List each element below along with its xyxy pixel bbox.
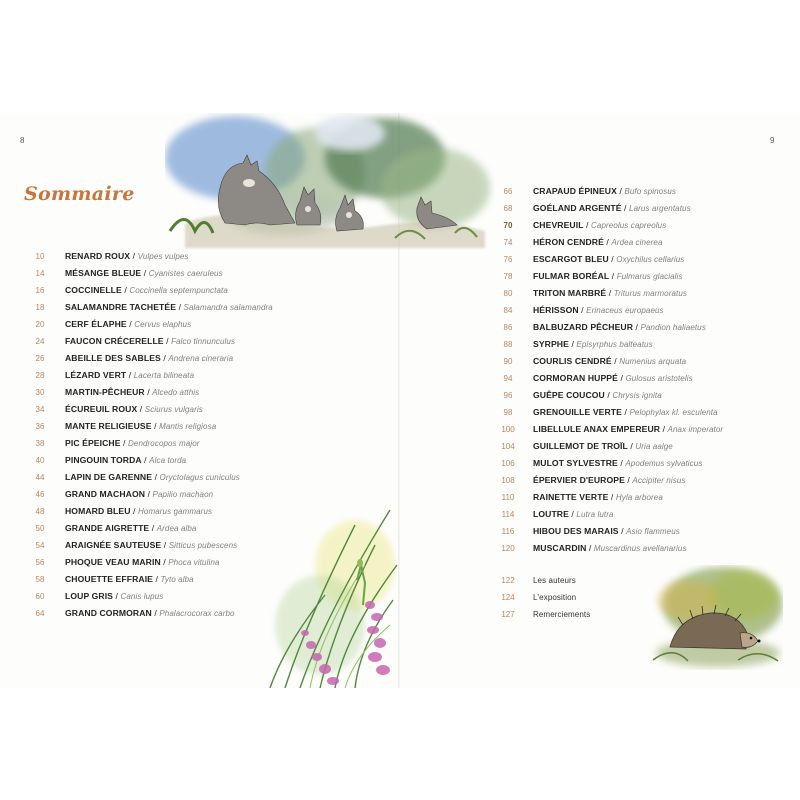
toc-entry-name: CHOUETTE EFFRAIE / Tyto alba xyxy=(65,574,194,584)
toc-entry xyxy=(497,387,797,404)
toc-entry-name: HÉRISSON / Erinaceus europaeus xyxy=(533,305,664,315)
toc-page-number: 40 xyxy=(35,456,45,465)
toc-entry-name: MULOT SYLVESTRE / Apodemus sylvaticus xyxy=(533,458,703,468)
species-latin-name: Alcedo atthis xyxy=(152,388,200,397)
toc-page-number: 88 xyxy=(503,340,513,349)
species-latin-name: Oxychilus cellarius xyxy=(616,255,685,264)
species-common-name: MUSCARDIN xyxy=(533,543,587,553)
toc-page-number: 108 xyxy=(501,476,515,485)
toc-entry xyxy=(29,452,394,469)
toc-entry-name: SYRPHE / Episyrphus balteatus xyxy=(533,339,653,349)
toc-entry-name: ABEILLE DES SABLES / Andrena cineraria xyxy=(65,353,234,363)
page-title: Sommaire xyxy=(24,183,135,205)
toc-entry-name xyxy=(533,572,576,589)
toc-page-number: 98 xyxy=(503,408,513,417)
toc-entry xyxy=(497,404,797,421)
species-latin-name: Tyto alba xyxy=(160,575,194,584)
species-latin-name: Cyanistes caeruleus xyxy=(148,269,223,278)
species-common-name: MÉSANGE BLEUE xyxy=(65,268,142,278)
species-latin-name: Episyrphus balteatus xyxy=(576,340,653,349)
toc-page-number: 54 xyxy=(35,541,45,550)
toc-page-number: 24 xyxy=(35,337,45,346)
toc-entry-name: CRAPAUD ÉPINEUX / Bufo spinosus xyxy=(533,186,676,196)
toc-entry-name: CHEVREUIL / Capreolus capreolus xyxy=(533,220,667,230)
toc-page-number: 94 xyxy=(503,374,513,383)
toc-entry xyxy=(497,370,797,387)
species-common-name: MARTIN-PÊCHEUR xyxy=(65,387,145,397)
toc-entry xyxy=(497,217,797,234)
toc-entry xyxy=(497,234,797,251)
species-common-name: SYRPHE xyxy=(533,339,569,349)
toc-entry xyxy=(29,265,394,282)
toc-page-number: 100 xyxy=(501,425,515,434)
toc-entry-name: LOUP GRIS / Canis lupus xyxy=(65,591,164,601)
toc-entry-name: MARTIN-PÊCHEUR / Alcedo atthis xyxy=(65,387,200,397)
toc-entry-name: GRAND CORMORAN / Phalacrocorax carbo xyxy=(65,608,235,618)
toc-page-number: 80 xyxy=(503,289,513,298)
toc-page-number: 127 xyxy=(501,610,515,619)
species-common-name: PINGOUIN TORDA xyxy=(65,455,142,465)
species-latin-name: Phalacrocorax carbo xyxy=(159,609,235,618)
species-latin-name: Ardea alba xyxy=(156,524,197,533)
toc-entry xyxy=(29,384,394,401)
toc-page-number: 16 xyxy=(35,286,45,295)
back-matter-title: Les auteurs xyxy=(533,576,576,585)
species-latin-name: Sitticus pubescens xyxy=(168,541,238,550)
toc-entry-name: MANTE RELIGIEUSE / Mantis religiosa xyxy=(65,421,217,431)
toc-entry xyxy=(497,285,797,302)
toc-entry-name: LÉZARD VERT / Lacerta bilineata xyxy=(65,370,195,380)
species-latin-name: Gulosus aristotelis xyxy=(625,374,693,383)
species-latin-name: Homarus gammarus xyxy=(138,507,213,516)
species-common-name: FAUCON CRÉCERELLE xyxy=(65,336,164,346)
toc-page-number: 28 xyxy=(35,371,45,380)
species-common-name: GUILLEMOT DE TROÏL xyxy=(533,441,628,451)
species-common-name: PIC ÉPEICHE xyxy=(65,438,121,448)
species-common-name: HÉRISSON xyxy=(533,305,579,315)
toc-entry xyxy=(29,333,394,350)
species-common-name: LÉZARD VERT xyxy=(65,370,127,380)
toc-page-number: 26 xyxy=(35,354,45,363)
toc-entry-name: LOUTRE / Lutra lutra xyxy=(533,509,614,519)
species-common-name: LAPIN DE GARENNE xyxy=(65,472,153,482)
species-latin-name: Lacerta bilineata xyxy=(133,371,195,380)
toc-entry xyxy=(497,200,797,217)
species-common-name: GOÉLAND ARGENTÉ xyxy=(533,203,622,213)
toc-page-number: 116 xyxy=(501,527,515,536)
species-latin-name: Apodemus sylvaticus xyxy=(625,459,703,468)
toc-entry-name: BALBUZARD PÊCHEUR / Pandion haliaetus xyxy=(533,322,706,332)
toc-entry xyxy=(497,438,797,455)
toc-entry-name: GRENOUILLE VERTE / Pelophylax kl. esculenta xyxy=(533,407,718,417)
toc-entry-name: TRITON MARBRÉ / Triturus marmoratus xyxy=(533,288,688,298)
toc-entry xyxy=(29,316,394,333)
toc-page-number: 18 xyxy=(35,303,45,312)
toc-entry xyxy=(29,469,394,486)
species-latin-name: Andrena cineraria xyxy=(168,354,234,363)
species-latin-name: Accipiter nisus xyxy=(632,476,686,485)
toc-entry-name: ÉPERVIER D'EUROPE / Accipiter nisus xyxy=(533,475,686,485)
toc-entry xyxy=(29,435,394,452)
toc-page-number: 48 xyxy=(35,507,45,516)
species-latin-name: Uria aalge xyxy=(635,442,673,451)
species-common-name: GRAND MACHAON xyxy=(65,489,146,499)
species-latin-name: Cervus elaphus xyxy=(134,320,192,329)
toc-entry-name: CORMORAN HUPPÉ / Gulosus aristotelis xyxy=(533,373,693,383)
species-common-name: HIBOU DES MARAIS xyxy=(533,526,619,536)
species-latin-name: Capreolus capreolus xyxy=(591,221,667,230)
species-latin-name: Vulpes vulpes xyxy=(137,252,189,261)
toc-entry-name: COURLIS CENDRÉ / Numenius arquata xyxy=(533,356,687,366)
species-common-name: HOMARD BLEU xyxy=(65,506,131,516)
toc-entry-name: GRANDE AIGRETTE / Ardea alba xyxy=(65,523,197,533)
species-latin-name: Anax imperator xyxy=(667,425,724,434)
toc-entry xyxy=(497,353,797,370)
toc-page-number: 64 xyxy=(35,609,45,618)
species-common-name: PHOQUE VEAU MARIN xyxy=(65,557,161,567)
toc-entry xyxy=(497,183,797,200)
species-latin-name: Pandion haliaetus xyxy=(640,323,706,332)
toc-page-number: 104 xyxy=(501,442,515,451)
species-common-name: CHEVREUIL xyxy=(533,220,584,230)
species-common-name: CORMORAN HUPPÉ xyxy=(533,373,618,383)
toc-entry-name: MUSCARDIN / Muscardinus avellanarius xyxy=(533,543,687,553)
toc-entry xyxy=(497,455,797,472)
toc-page-number: 34 xyxy=(35,405,45,414)
species-common-name: RENARD ROUX xyxy=(65,251,131,261)
toc-entry-name: GUÊPE COUCOU / Chrysis ignita xyxy=(533,390,662,400)
toc-page-number: 76 xyxy=(503,255,513,264)
toc-page-number: 122 xyxy=(501,576,515,585)
species-latin-name: Muscardinus avellanarius xyxy=(593,544,687,553)
toc-page-number: 124 xyxy=(501,593,515,602)
species-latin-name: Dendrocopos major xyxy=(128,439,200,448)
right-page-number: 9 xyxy=(770,136,775,145)
toc-entry-name: LAPIN DE GARENNE / Oryctolagus cuniculus xyxy=(65,472,240,482)
species-latin-name: Chrysis ignita xyxy=(612,391,662,400)
toc-page-number: 60 xyxy=(35,592,45,601)
wolves-illustration xyxy=(165,113,495,253)
species-common-name: MANTE RELIGIEUSE xyxy=(65,421,152,431)
toc-entry-name: PIC ÉPEICHE / Dendrocopos major xyxy=(65,438,200,448)
toc-entry xyxy=(497,489,797,506)
species-common-name: GRANDE AIGRETTE xyxy=(65,523,150,533)
toc-entry xyxy=(29,282,394,299)
species-common-name: COURLIS CENDRÉ xyxy=(533,356,612,366)
species-common-name: BALBUZARD PÊCHEUR xyxy=(533,322,634,332)
toc-entry-name: COCCINELLE / Coccinella septempunctata xyxy=(65,285,228,295)
toc-page-number: 90 xyxy=(503,357,513,366)
toc-entry-name: LIBELLULE ANAX EMPEREUR / Anax imperator xyxy=(533,424,724,434)
toc-entry-name xyxy=(533,606,590,623)
toc-page-number: 110 xyxy=(501,493,515,502)
toc-page-number: 56 xyxy=(35,558,45,567)
toc-page-number: 114 xyxy=(501,510,515,519)
toc-page-number: 106 xyxy=(501,459,515,468)
toc-entry xyxy=(29,299,394,316)
species-common-name: HÉRON CENDRÉ xyxy=(533,237,604,247)
toc-entry-name: PHOQUE VEAU MARIN / Phoca vitulina xyxy=(65,557,220,567)
species-latin-name: Fulmarus glacialis xyxy=(616,272,683,281)
back-matter-title: L'exposition xyxy=(533,593,577,602)
toc-page-number: 120 xyxy=(501,544,515,553)
toc-page-number: 96 xyxy=(503,391,513,400)
species-latin-name: Bufo spinosus xyxy=(624,187,676,196)
toc-page-number: 50 xyxy=(35,524,45,533)
species-common-name: SALAMANDRE TACHETÉE xyxy=(65,302,177,312)
species-latin-name: Lutra lutra xyxy=(576,510,614,519)
species-common-name: CERF ÉLAPHE xyxy=(65,319,127,329)
species-common-name: CHOUETTE EFFRAIE xyxy=(65,574,154,584)
species-latin-name: Hyla arborea xyxy=(615,493,663,502)
toc-entry xyxy=(29,350,394,367)
toc-entry xyxy=(29,486,394,503)
toc-right-column xyxy=(497,183,797,557)
toc-entry-name: GUILLEMOT DE TROÏL / Uria aalge xyxy=(533,441,673,451)
toc-entry xyxy=(29,248,394,265)
foxglove-illustration xyxy=(265,505,400,688)
species-common-name: ÉCUREUIL ROUX xyxy=(65,404,138,414)
toc-entry xyxy=(497,319,797,336)
species-latin-name: Numenius arquata xyxy=(619,357,687,366)
toc-page-number: 66 xyxy=(503,187,513,196)
species-latin-name: Larus argentatus xyxy=(629,204,691,213)
toc-entry-name: FULMAR BORÉAL / Fulmarus glacialis xyxy=(533,271,683,281)
toc-entry xyxy=(29,367,394,384)
toc-entry xyxy=(497,302,797,319)
species-latin-name: Mantis religiosa xyxy=(159,422,217,431)
species-latin-name: Phoca vitulina xyxy=(168,558,220,567)
species-latin-name: Coccinella septempunctata xyxy=(129,286,228,295)
toc-entry-name: PINGOUIN TORDA / Alca torda xyxy=(65,455,187,465)
species-latin-name: Sciurus vulgaris xyxy=(144,405,203,414)
toc-entry xyxy=(497,251,797,268)
back-matter-title: Remerciements xyxy=(533,610,591,619)
toc-entry-name xyxy=(533,589,576,606)
toc-page-number: 10 xyxy=(35,252,45,261)
left-page-number: 8 xyxy=(20,136,25,145)
toc-page-number: 78 xyxy=(503,272,513,281)
species-latin-name: Ardea cinerea xyxy=(611,238,663,247)
toc-page-number: 36 xyxy=(35,422,45,431)
species-common-name: MULOT SYLVESTRE xyxy=(533,458,618,468)
species-latin-name: Canis lupus xyxy=(120,592,164,601)
toc-entry xyxy=(497,268,797,285)
species-latin-name: Papilio machaon xyxy=(152,490,214,499)
toc-entry-name: CERF ÉLAPHE / Cervus elaphus xyxy=(65,319,192,329)
species-latin-name: Oryctolagus cuniculus xyxy=(159,473,240,482)
toc-entry-name: FAUCON CRÉCERELLE / Falco tinnunculus xyxy=(65,336,236,346)
toc-entry-name: RAINETTE VERTE / Hyla arborea xyxy=(533,492,663,502)
toc-page-number: 20 xyxy=(35,320,45,329)
toc-entry-name: MÉSANGE BLEUE / Cyanistes caeruleus xyxy=(65,268,223,278)
toc-page-number: 30 xyxy=(35,388,45,397)
toc-page-number: 38 xyxy=(35,439,45,448)
species-common-name: ESCARGOT BLEU xyxy=(533,254,609,264)
toc-entry xyxy=(497,336,797,353)
species-common-name: CRAPAUD ÉPINEUX xyxy=(533,186,617,196)
toc-page-number: 68 xyxy=(503,204,513,213)
toc-entry xyxy=(29,418,394,435)
toc-entry-name: GOÉLAND ARGENTÉ / Larus argentatus xyxy=(533,203,691,213)
toc-page-number: 70 xyxy=(503,221,513,230)
toc-entry-name: HÉRON CENDRÉ / Ardea cinerea xyxy=(533,237,663,247)
species-latin-name: Pelophylax kl. esculenta xyxy=(629,408,718,417)
species-common-name: ABEILLE DES SABLES xyxy=(65,353,161,363)
species-common-name: TRITON MARBRÉ xyxy=(533,288,607,298)
species-latin-name: Falco tinnunculus xyxy=(171,337,236,346)
toc-page-number: 44 xyxy=(35,473,45,482)
toc-page-number: 74 xyxy=(503,238,513,247)
toc-entry-name: HIBOU DES MARAIS / Asio flammeus xyxy=(533,526,680,536)
toc-page-number: 14 xyxy=(35,269,45,278)
toc-page-number: 58 xyxy=(35,575,45,584)
species-common-name: ÉPERVIER D'EUROPE xyxy=(533,475,625,485)
species-common-name: RAINETTE VERTE xyxy=(533,492,609,502)
species-common-name: GRENOUILLE VERTE xyxy=(533,407,622,417)
species-latin-name: Triturus marmoratus xyxy=(613,289,688,298)
toc-page-number: 46 xyxy=(35,490,45,499)
species-latin-name: Salamandra salamandra xyxy=(183,303,273,312)
species-common-name: LOUTRE xyxy=(533,509,569,519)
toc-entry xyxy=(497,421,797,438)
toc-entry-name: ESCARGOT BLEU / Oxychilus cellarius xyxy=(533,254,685,264)
hedgehog-illustration xyxy=(648,565,783,670)
species-common-name: ARAIGNÉE SAUTEUSE xyxy=(65,540,162,550)
toc-entry xyxy=(29,401,394,418)
toc-entry-name: GRAND MACHAON / Papilio machaon xyxy=(65,489,214,499)
species-latin-name: Alca torda xyxy=(149,456,187,465)
toc-entry-name: ÉCUREUIL ROUX / Sciurus vulgaris xyxy=(65,404,203,414)
species-common-name: GUÊPE COUCOU xyxy=(533,390,605,400)
toc-entry-name: RENARD ROUX / Vulpes vulpes xyxy=(65,251,189,261)
species-common-name: FULMAR BORÉAL xyxy=(533,271,610,281)
toc-entry xyxy=(497,540,797,557)
toc-entry-name: ARAIGNÉE SAUTEUSE / Sitticus pubescens xyxy=(65,540,238,550)
toc-entry xyxy=(497,506,797,523)
species-common-name: GRAND CORMORAN xyxy=(65,608,152,618)
species-common-name: LOUP GRIS xyxy=(65,591,114,601)
species-common-name: COCCINELLE xyxy=(65,285,122,295)
species-latin-name: Erinaceus europaeus xyxy=(586,306,664,315)
toc-entry xyxy=(497,472,797,489)
species-common-name: LIBELLULE ANAX EMPEREUR xyxy=(533,424,661,434)
species-latin-name: Asio flammeus xyxy=(626,527,680,536)
toc-entry-name: HOMARD BLEU / Homarus gammarus xyxy=(65,506,213,516)
toc-entry xyxy=(497,523,797,540)
toc-page-number: 86 xyxy=(503,323,513,332)
toc-entry-name: SALAMANDRE TACHETÉE / Salamandra salamandra xyxy=(65,302,273,312)
toc-page-number: 84 xyxy=(503,306,513,315)
